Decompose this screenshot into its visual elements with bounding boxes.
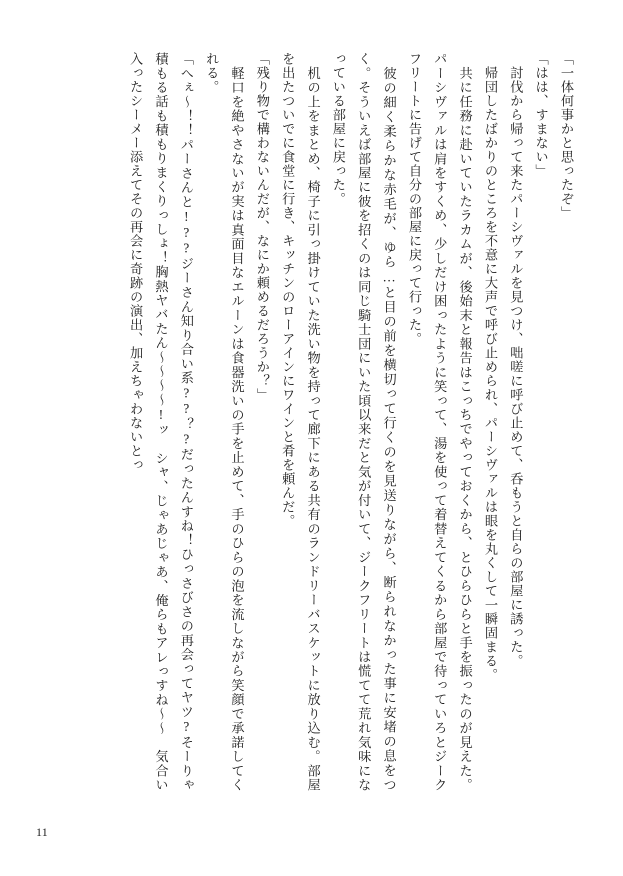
paragraph: 「はは、すまない」	[533, 52, 549, 178]
paragraph: 「一体何事かと思ったぞ」	[559, 52, 574, 220]
page-number: 11	[36, 825, 49, 839]
paragraph: 共に任務に赴いていたラカムが、後始末と報告はこっちでやっておくから、とひらひらと手を振ったのが見えた。パーシヴァルは肩をすくめ、少しだけ困ったように笑って、湯を使って着替えてくるから部屋で待っていろとジークフリートに告げて自分の部屋に戻って行った。	[406, 52, 473, 792]
paragraph: 「へぇ～！！パーさんと!??ジーさん知り合い系??？?だったんすね！ひっさびさの再会ってヤツ?そーりゃ積もる話も積もりまくりっしょ！胸熱ヤバたん～～～～!ッ シャ、じゃあじゃあ、俺らもアレっすね～～ 気合い入ったシーメー添えてその再会に奇跡の演出、加えちゃわないとっ	[128, 52, 194, 792]
paragraph: 彼の細く柔らかな赤毛が、ゆら…と目の前を横切って行くのを見送りながら、断られなかった事に安堵の息をつく。そういえば部屋に彼を招くのは同じ騎士団にいた頃以来だと気が付いて、ジークフリートは慌てて荒れ気味になっている部屋に戻った。	[330, 52, 397, 792]
paragraph: 机の上をまとめ、椅子に引っ掛けていた洗い物を持って廊下にある共有のランドリーバスケットに放り込む。部屋を出たついでに食堂に行き、キッチンのローアインにワインと肴を頼んだ。	[280, 52, 321, 792]
paragraph: 帰団したばかりのところを不意に大声で呼び止められ、パーシヴァルは眼を丸くして一瞬固まる。	[482, 52, 498, 682]
paragraph: 討伐から帰って来たパーシヴァルを見つけ、咄嗟に呼び止めて、呑もうと自らの部屋に誘った。	[508, 52, 524, 668]
paragraph: 「残り物で構わないんだが、なにか頼めるだろうか？」	[254, 52, 270, 402]
paragraph: 軽口を絶やさないが実は真面目なエルーンは食器洗いの手を止めて、手のひらの泡を流しながら笑顔で承諾してくれる。	[204, 52, 245, 792]
vertical-text-body	[44, 52, 579, 792]
